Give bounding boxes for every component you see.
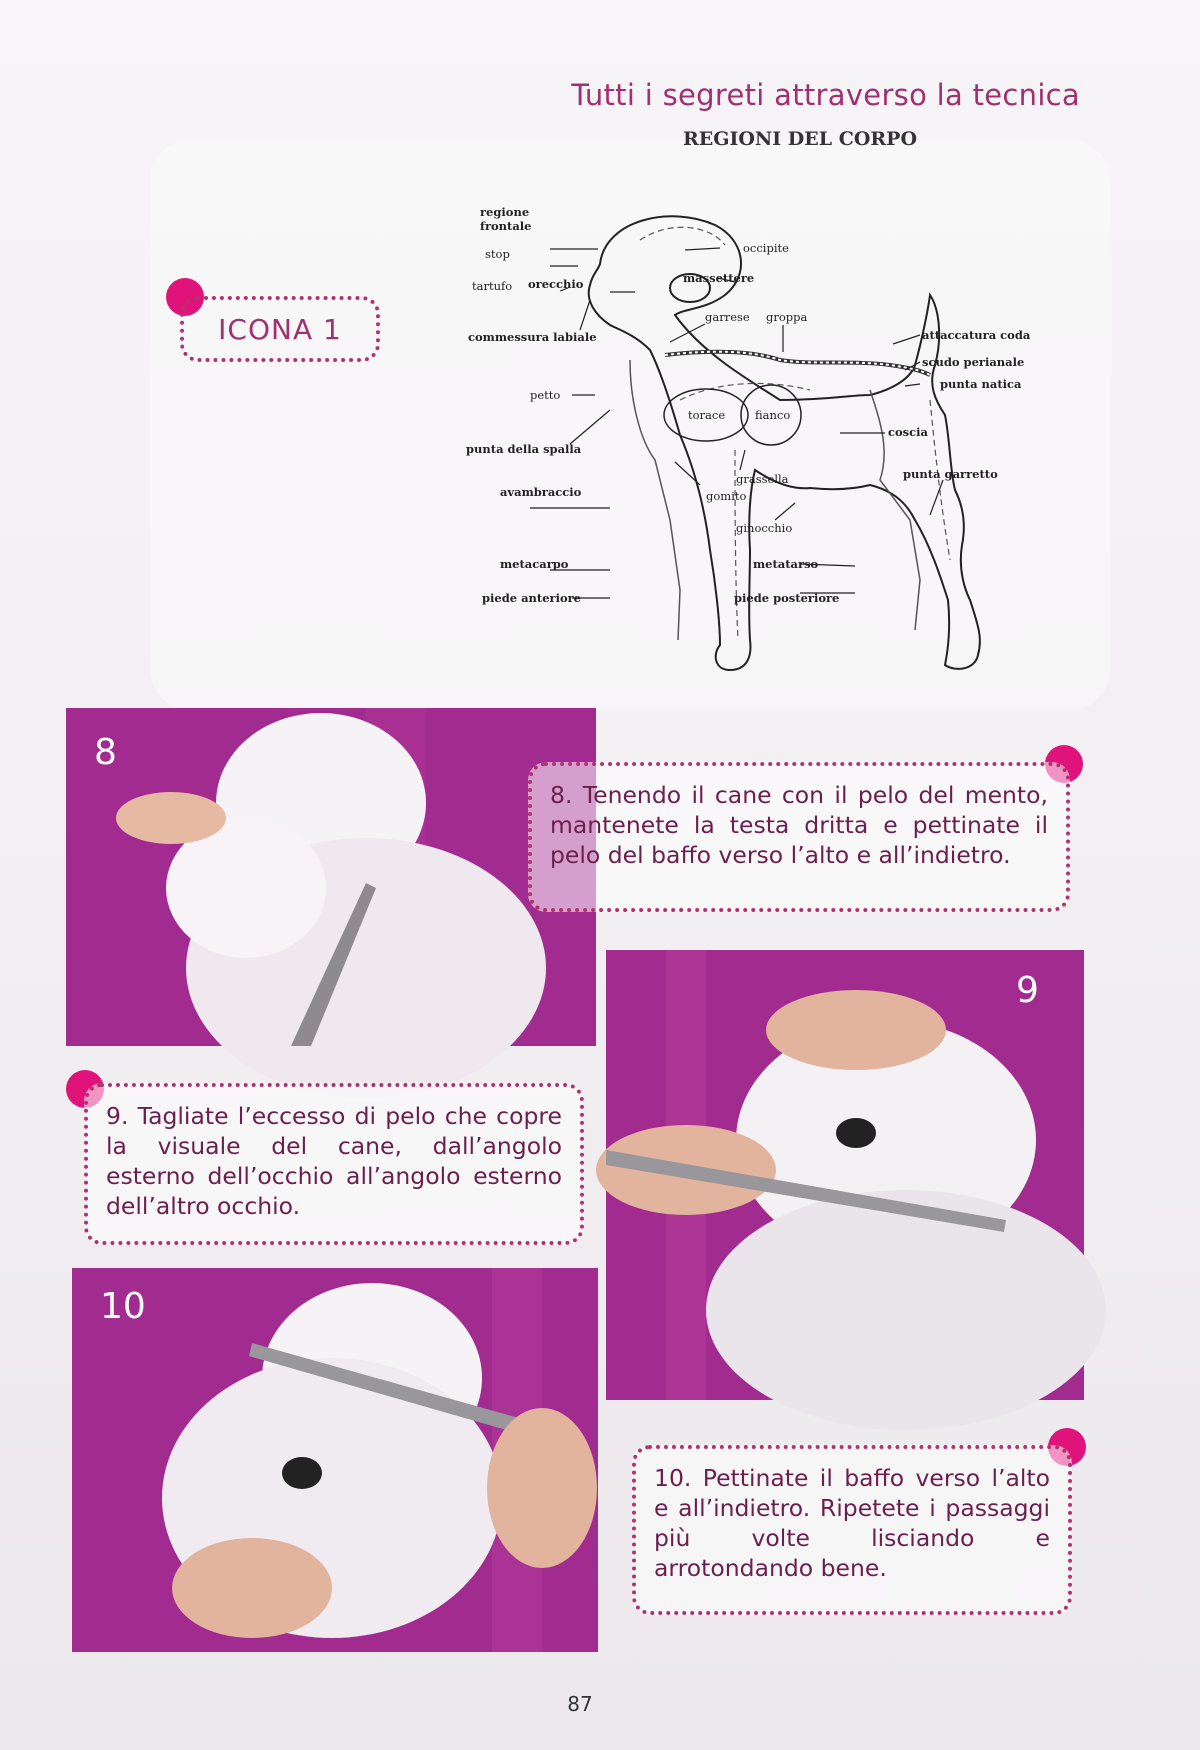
icon-label-box [180, 296, 380, 362]
label-tartufo: tartufo [472, 279, 513, 293]
photo-10-number: 10 [100, 1286, 146, 1327]
step-10-text: 10. Pettinate il baffo verso l’alto e all’indietro. Ripetete i passaggi più volte lisciando e arrotondando bene. [654, 1464, 1050, 1582]
photo-step-10 [72, 1268, 598, 1652]
label-scudo-perianale: scudo perianale [922, 355, 1025, 369]
label-coscia: coscia [888, 425, 928, 439]
label-garrese: garrese [705, 310, 750, 324]
photo-8-illustration [66, 708, 596, 1046]
photo-step-9 [606, 950, 1084, 1400]
photo-9-number: 9 [1016, 970, 1039, 1011]
step-10-text-box [632, 1445, 1072, 1615]
step-8-text-box [528, 762, 1070, 912]
label-grassella: grassella [736, 472, 789, 486]
photo-9-illustration [606, 950, 1084, 1400]
label-commessura-labiale: commessura labiale [468, 330, 597, 344]
label-occipite: occipite [743, 241, 789, 255]
label-regione-frontale-2: frontale [480, 219, 532, 233]
label-gomito: gomito [706, 489, 747, 503]
section-subtitle: REGIONI DEL CORPO [682, 128, 918, 150]
label-regione-frontale-1: regione [480, 205, 530, 219]
label-torace: torace [688, 408, 726, 422]
label-petto: petto [530, 388, 561, 402]
label-metatarso: metatarso [753, 557, 819, 571]
dog-anatomy-diagram [466, 200, 1080, 690]
photo-10-illustration [72, 1268, 598, 1652]
label-piede-anteriore: piede anteriore [482, 591, 582, 605]
photo-step-8 [66, 708, 596, 1046]
label-ginocchio: ginocchio [736, 521, 793, 535]
label-punta-della-spalla: punta della spalla [466, 442, 582, 456]
label-punta-garretto: punta garretto [903, 467, 998, 481]
label-fianco: fianco [755, 408, 791, 422]
label-stop: stop [485, 247, 510, 261]
photo-8-number: 8 [94, 732, 117, 773]
label-orecchio: orecchio [528, 277, 584, 291]
step-9-text: 9. Tagliate l’eccesso di pelo che copre la visuale del cane, dall’angolo esterno dell’occhio all’angolo esterno dell’altro occhio. [106, 1102, 562, 1220]
label-avambraccio: avambraccio [500, 485, 582, 499]
icon-label: ICONA 1 [218, 312, 342, 346]
step-9-text-box [84, 1083, 584, 1245]
step-8-text: 8. Tenendo il cane con il pelo del mento, mantenete la testa dritta e pettinate il pelo del baffo verso l’alto e all’indietro. [550, 781, 1048, 869]
label-punta-natica: punta natica [940, 377, 1022, 391]
page-title: Tutti i segreti attraverso la tecnica [571, 78, 1080, 112]
page-number: 87 [567, 1692, 593, 1716]
label-attaccatura-coda: attaccatura coda [922, 328, 1031, 342]
label-piede-posteriore: piede posteriore [734, 591, 840, 605]
label-groppa: groppa [766, 310, 808, 324]
label-massettere: massettere [683, 271, 755, 285]
label-metacarpo: metacarpo [500, 557, 569, 571]
